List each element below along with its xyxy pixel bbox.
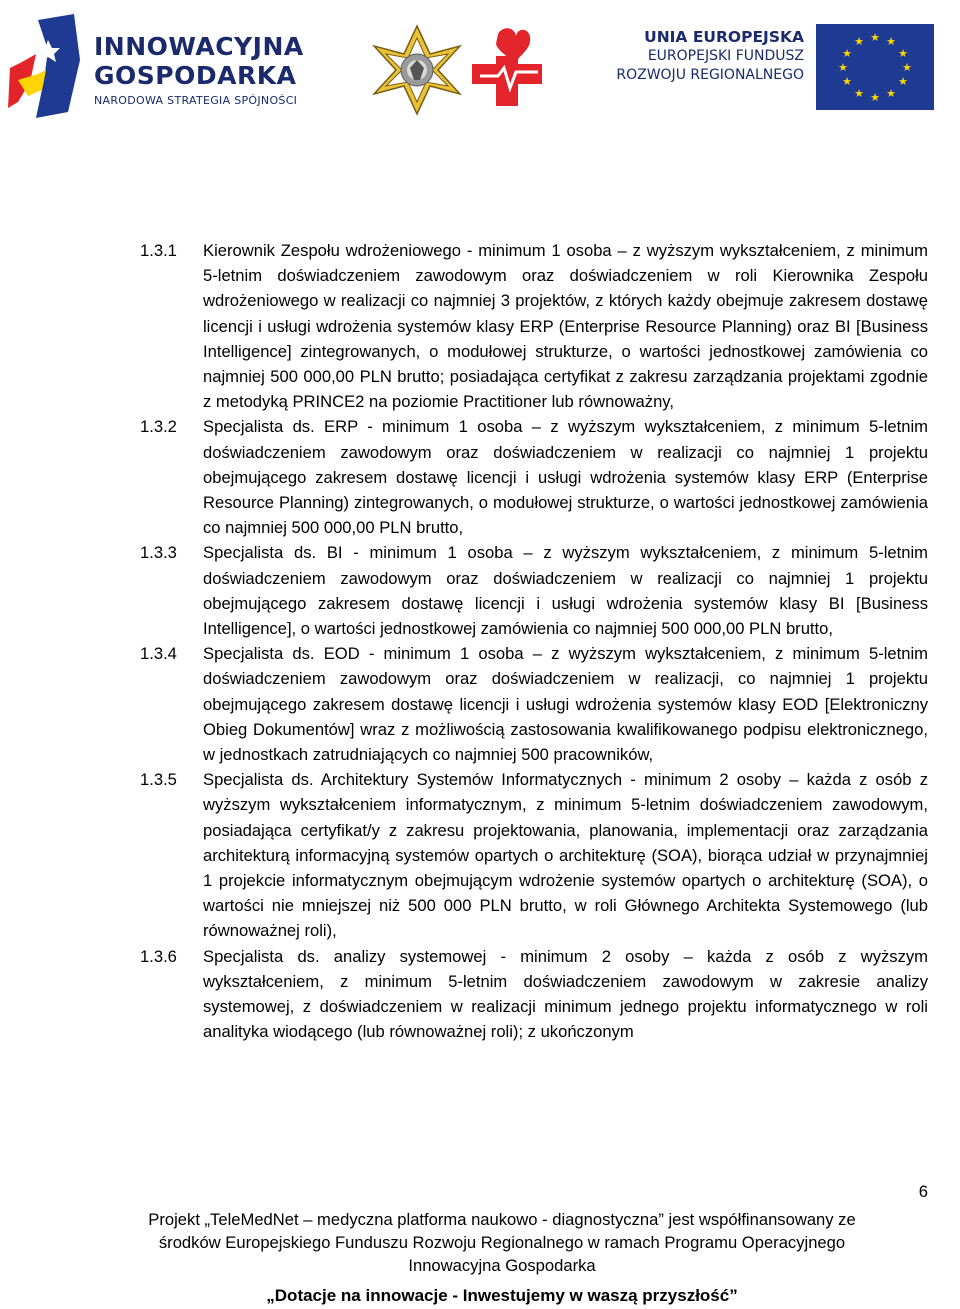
military-emblem-icon [372,24,462,116]
eu-logo-line3: ROZWOJU REGIONALNEGO [616,67,804,83]
footer-line2: środków Europejskiego Funduszu Rozwoju Regionalnego w ramach Programu Operacyjnego [158,1233,846,1252]
item-text: Specjalista ds. EOD - minimum 1 osoba – z wyższym wykształceniem, z minimum 5-letnim doświadczeniem zawodowym oraz doświadczeniem w realizacji, co najmniej 1 projektu obejmującego zakresem dostawę licencji i usługi wdrożenia systemów klasy EOD [Elektroniczny Obieg Dokumentów] wraz z możliwością zastosowania kwalifikowanego podpisu elektronicznego, w jednostkach zatrudniających co najmniej 500 pracowników, [203,644,928,765]
svg-text:★: ★ [854,35,864,48]
footer-slogan: „Dotacje na innowacje - Inwestujemy w waszą przyszłość” [266,1286,738,1305]
requirements-list [140,238,928,1045]
item-number: 1.3.5 [140,770,177,790]
item-text: Specjalista ds. Architektury Systemów Informatycznych - minimum 2 osoby – każda z osób z wyższym wykształceniem informatycznym, z minimum 5-letnim doświadczeniem zawodowym, posiadająca certyfikat/y z zakresu projektowania, planowania, implementacji oraz zarządzania architekturą informacyjną systemów opartych o architekturę (SOA), biorąca udział w przynajmniej 1 projekcie informatycznym obejmującym wdrożenie systemów opartych o architekturę (SOA), o wartości nie mniejszej niż 500 000 PLN brutto, w roli Głównego Architekta Systemowego (lub równoważnej roli), [203,770,928,941]
svg-text:★: ★ [886,35,896,48]
innowacyjna-gospodarka-logo [8,10,318,120]
ig-logo-line2: GOSPODARKA [94,61,297,90]
item-text: Specjalista ds. analizy systemowej - minimum 2 osoby – każda z osób z wyższym wykształceniem, z minimum 5-letnim doświadczeniem zawodowym w zakresie analizy systemowej, z doświadczeniem w realizacji minimum jednego projektu informatycznego w roli analityka wiodącego (lub równoważnej roli); z ukończonym [203,946,928,1042]
ig-flag-icon [8,10,88,120]
footer-line3: Innowacyjna Gospodarka [408,1256,596,1275]
list-item [140,641,928,767]
page-header [0,0,960,130]
svg-text:★: ★ [854,87,864,100]
list-item [140,767,928,943]
footer-line1: Projekt „TeleMedNet – medyczna platforma naukowo - diagnostyczna” jest współfinansowany ze [148,1210,856,1229]
list-item [140,944,928,1045]
svg-text:★: ★ [902,61,912,74]
svg-text:★: ★ [838,61,848,74]
svg-text:★: ★ [870,31,880,44]
eu-logo [598,24,938,114]
eu-logo-line1: UNIA EUROPEJSKA [644,28,804,46]
list-item [140,238,928,414]
eu-logo-text [598,28,804,85]
ig-logo-line1: INNOWACYJNA [94,32,304,61]
list-item [140,540,928,641]
svg-text:★: ★ [898,47,908,60]
item-text: Kierownik Zespołu wdrożeniowego - minimum 1 osoba – z wyższym wykształceniem, z minimum 5-letnim doświadczeniem zawodowym oraz doświadczeniem w roli Kierownika Zespołu wdrożeniowego w realizacji co najmniej 3 projektów, z których każdy obejmuje zakresem dostawę licencji i usługi wdrożenia systemów klasy ERP (Enterprise Resource Planning) oraz BI [Business Intelligence] zintegrowanych, o modułowej strukturze, o wartości jednostkowej zamówienia co najmniej 500 000,00 PLN brutto; posiadająca certyfikat z zakresu zarządzania projektami zgodnie z metodyką PRINCE2 na poziomie Practitioner lub równoważny, [203,241,928,412]
eu-logo-line2: EUROPEJSKI FUNDUSZ [647,48,804,64]
item-number: 1.3.3 [140,543,177,563]
ig-logo-text [94,32,304,107]
item-number: 1.3.4 [140,644,177,664]
svg-text:★: ★ [842,75,852,88]
page-number: 6 [918,1182,928,1201]
item-text: Specjalista ds. ERP - minimum 1 osoba – z wyższym wykształceniem, z minimum 5-letnim doświadczeniem zawodowym oraz doświadczeniem w realizacji co najmniej 1 projektu obejmującego zakresem dostawę licencji i usługi wdrożenia systemów klasy ERP (Enterprise Resource Planning) zintegrowanych, o modułowej strukturze, o wartości jednostkowej zamówienia co najmniej 500 000,00 PLN brutto, [203,417,928,538]
footer [60,1208,944,1277]
svg-text:★: ★ [886,87,896,100]
item-text: Specjalista ds. BI - minimum 1 osoba – z wyższym wykształceniem, z minimum 5-letnim doświadczeniem zawodowym oraz doświadczeniem w realizacji co najmniej 1 projektu obejmującego zakresem dostawę licencji i usługi wdrożenia systemów klasy BI [Business Intelligence], o wartości jednostkowej zamówienia co najmniej 500 000,00 PLN brutto, [203,543,928,639]
item-number: 1.3.6 [140,946,177,966]
svg-text:★: ★ [870,91,880,104]
svg-text:★: ★ [898,75,908,88]
item-number: 1.3.2 [140,417,177,437]
ig-logo-line3: NARODOWA STRATEGIA SPÓJNOŚCI [94,94,298,107]
item-number: 1.3.1 [140,241,177,260]
list-item [140,414,928,540]
eu-flag-icon [816,24,934,110]
svg-text:★: ★ [842,47,852,60]
telemednet-logo-icon [468,26,546,108]
